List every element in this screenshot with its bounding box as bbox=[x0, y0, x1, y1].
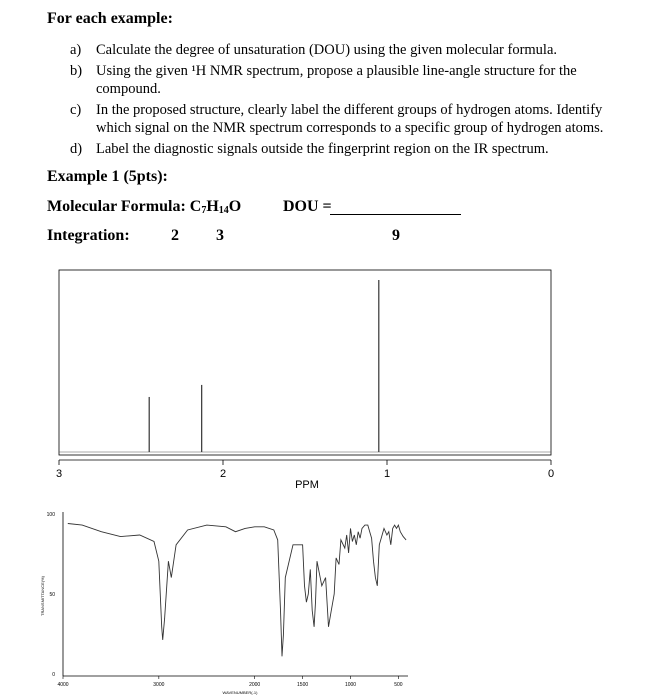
ir-ytick: 100 bbox=[46, 512, 55, 518]
dou-label: DOU = bbox=[283, 198, 332, 215]
nmr-xlabel: PPM bbox=[295, 479, 319, 491]
ir-ylabel: TRANSMITTANCE(%) bbox=[40, 576, 45, 616]
instruction-label: b) bbox=[70, 63, 83, 79]
instruction-text: Calculate the degree of unsaturation (DOU) using the given molecular formula. bbox=[96, 42, 558, 58]
ir-xtick-label: 2000 bbox=[249, 682, 261, 688]
formula-label: Molecular Formula: bbox=[47, 198, 186, 215]
integration-value: 2 bbox=[171, 227, 179, 244]
ir-xtick-label: 3000 bbox=[153, 682, 165, 688]
instruction-text: In the proposed structure, clearly label the different groups of hydrogen atoms. Identify which signal on the NMR spectrum corresponds to a specific group of hydrogen atoms. bbox=[96, 102, 604, 136]
formula-h-count: 14 bbox=[218, 205, 229, 216]
ir-xtick-label: 1500 bbox=[297, 682, 309, 688]
formula-o: O bbox=[228, 198, 242, 215]
example-title: Example 1 (5pts): bbox=[47, 168, 168, 185]
instruction-text: Using the given ¹H NMR spectrum, propose a plausible line-angle structure for the compound. bbox=[96, 63, 577, 97]
formula-c-count: 7 bbox=[201, 205, 207, 216]
integration-value: 9 bbox=[392, 227, 400, 244]
integration-label: Integration: bbox=[47, 227, 130, 244]
ir-ytick: 50 bbox=[49, 592, 55, 598]
instruction-label: a) bbox=[70, 42, 82, 58]
instruction-text: Label the diagnostic signals outside the fingerprint region on the IR spectrum. bbox=[96, 141, 549, 157]
ir-xtick-label: 4000 bbox=[57, 682, 69, 688]
formula-c: C bbox=[189, 198, 202, 215]
nmr-tick-label: 2 bbox=[219, 468, 227, 480]
nmr-tick-label: 0 bbox=[547, 468, 555, 480]
ir-xtick-label: 1000 bbox=[344, 682, 357, 688]
ir-xlabel: WAVENUMBER(-1) bbox=[222, 690, 258, 695]
page-heading: For each example: bbox=[47, 10, 173, 27]
ir-trace bbox=[68, 524, 406, 657]
instruction-label: d) bbox=[70, 141, 83, 157]
integration-value: 3 bbox=[216, 227, 224, 244]
nmr-tick-label: 1 bbox=[383, 468, 391, 480]
ir-ytick: 0 bbox=[52, 672, 55, 678]
instruction-label: c) bbox=[70, 102, 82, 118]
formula-h: H bbox=[206, 198, 219, 215]
nmr-tick-label: 3 bbox=[55, 468, 63, 480]
ir-xtick-label: 500 bbox=[394, 682, 403, 688]
